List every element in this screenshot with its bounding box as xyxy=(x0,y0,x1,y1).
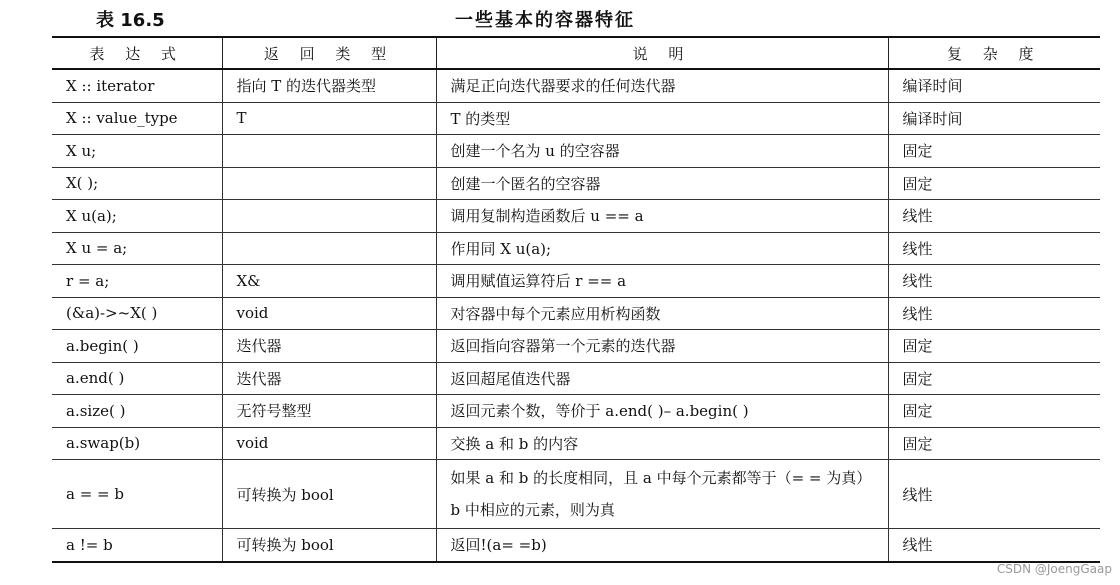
table-row xyxy=(52,427,1100,460)
cell-expression: X u; xyxy=(52,135,222,168)
table-title: 一些基本的容器特征 xyxy=(455,10,635,31)
cell-return-type: 可转换为 bool xyxy=(222,529,436,562)
watermark: CSDN @JoengGaap xyxy=(996,562,1112,576)
cell-expression: X :: value_type xyxy=(52,102,222,135)
cell-return-type: 无符号整型 xyxy=(222,395,436,428)
cell-description: 创建一个匿名的空容器 xyxy=(436,167,888,200)
cell-expression: X( ); xyxy=(52,167,222,200)
table-row xyxy=(52,167,1100,200)
cell-expression: r = a; xyxy=(52,265,222,298)
cell-complexity: 线性 xyxy=(888,529,1100,562)
cell-complexity: 固定 xyxy=(888,427,1100,460)
table-row xyxy=(52,297,1100,330)
cell-return-type: void xyxy=(222,427,436,460)
cell-expression: X :: iterator xyxy=(52,69,222,102)
cell-return-type: 指向 T 的迭代器类型 xyxy=(222,69,436,102)
table-row xyxy=(52,69,1100,102)
cell-expression: a.begin( ) xyxy=(52,330,222,363)
table-row xyxy=(52,265,1100,298)
cell-return-type xyxy=(222,135,436,168)
cell-complexity: 固定 xyxy=(888,135,1100,168)
cell-return-type xyxy=(222,232,436,265)
cell-description: 对容器中每个元素应用析构函数 xyxy=(436,297,888,330)
table-row xyxy=(52,460,1100,529)
cell-complexity: 固定 xyxy=(888,395,1100,428)
cell-complexity: 固定 xyxy=(888,362,1100,395)
cell-return-type: 迭代器 xyxy=(222,330,436,363)
cell-return-type: X& xyxy=(222,265,436,298)
cell-return-type: 迭代器 xyxy=(222,362,436,395)
table-row xyxy=(52,232,1100,265)
cell-description: 满足正向迭代器要求的任何迭代器 xyxy=(436,69,888,102)
cell-return-type: void xyxy=(222,297,436,330)
cell-complexity: 线性 xyxy=(888,200,1100,233)
header-complexity: 复 杂 度 xyxy=(888,37,1100,69)
cell-expression: a.size( ) xyxy=(52,395,222,428)
cell-description: 创建一个名为 u 的空容器 xyxy=(436,135,888,168)
header-expression: 表 达 式 xyxy=(52,37,222,69)
cell-description: 作用同 X u(a); xyxy=(436,232,888,265)
cell-complexity: 线性 xyxy=(888,297,1100,330)
cell-complexity: 固定 xyxy=(888,330,1100,363)
table-row xyxy=(52,395,1100,428)
cell-complexity: 编译时间 xyxy=(888,102,1100,135)
cell-expression: a.end( ) xyxy=(52,362,222,395)
cell-expression: X u(a); xyxy=(52,200,222,233)
cell-description: 调用复制构造函数后 u == a xyxy=(436,200,888,233)
cell-expression: (&a)->~X( ) xyxy=(52,297,222,330)
table-row xyxy=(52,362,1100,395)
cell-description: T 的类型 xyxy=(436,102,888,135)
table-row xyxy=(52,330,1100,363)
cell-complexity: 线性 xyxy=(888,232,1100,265)
table-number: 表 16.5 xyxy=(96,10,165,31)
cell-return-type: T xyxy=(222,102,436,135)
cell-complexity: 编译时间 xyxy=(888,69,1100,102)
cell-description: 交换 a 和 b 的内容 xyxy=(436,427,888,460)
cell-expression: a.swap(b) xyxy=(52,427,222,460)
cell-expression: a != b xyxy=(52,529,222,562)
cell-description: 返回元素个数，等价于 a.end( )– a.begin( ) xyxy=(436,395,888,428)
table-row xyxy=(52,529,1100,562)
table-header-row xyxy=(52,37,1100,69)
cell-description: 调用赋值运算符后 r == a xyxy=(436,265,888,298)
table-row xyxy=(52,135,1100,168)
cell-return-type xyxy=(222,167,436,200)
cell-complexity: 线性 xyxy=(888,265,1100,298)
cell-description: 返回指向容器第一个元素的迭代器 xyxy=(436,330,888,363)
table-caption xyxy=(0,3,1120,33)
container-traits-table xyxy=(52,36,1100,563)
cell-complexity: 固定 xyxy=(888,167,1100,200)
cell-expression: a = = b xyxy=(52,460,222,529)
table-row xyxy=(52,102,1100,135)
cell-return-type: 可转换为 bool xyxy=(222,460,436,529)
cell-description: 返回!(a= =b) xyxy=(436,529,888,562)
cell-description: 返回超尾值迭代器 xyxy=(436,362,888,395)
cell-expression: X u = a; xyxy=(52,232,222,265)
cell-complexity: 线性 xyxy=(888,460,1100,529)
header-description: 说 明 xyxy=(436,37,888,69)
table-row xyxy=(52,200,1100,233)
cell-return-type xyxy=(222,200,436,233)
cell-description: 如果 a 和 b 的长度相同，且 a 中每个元素都等于（= = 为真）b 中相应的元素，则为真 xyxy=(436,460,888,529)
header-return-type: 返 回 类 型 xyxy=(222,37,436,69)
